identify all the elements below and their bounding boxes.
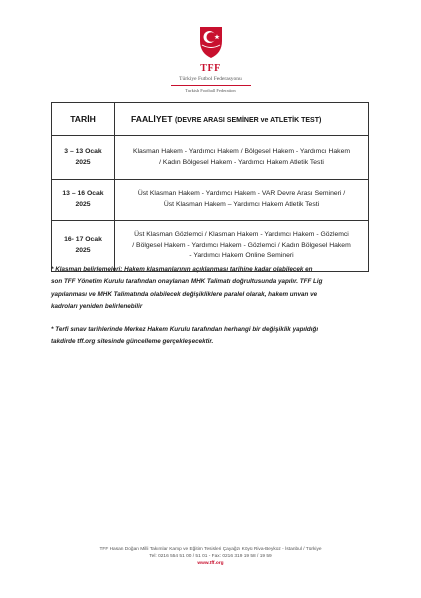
date-year: 2025 [75, 247, 91, 254]
activity-line: / Kadın Bölgesel Hakem - Yardımcı Hakem Atletik Testi [159, 158, 324, 166]
note-line: takdirde tff.org sitesinde güncelleme gerçekleşecektir. [51, 338, 214, 346]
footer-website: www.tff.org [197, 561, 224, 567]
tff-crescent-star-emblem-icon [196, 24, 226, 60]
schedule-table [51, 102, 369, 272]
date-year: 2025 [75, 201, 91, 208]
activity-line: Üst Klasman Hakem – Yardımcı Hakem Atletik Testi [163, 201, 320, 208]
footer-phones: Tel: 0216 554 51 00 / 51 01 - Fax: 0216 319 19 58 / 19 59 [149, 554, 272, 560]
activity-line: - Yardımcı Hakem Online Semineri [189, 252, 294, 260]
activity-cell [115, 180, 369, 221]
activity-line: Üst Klasman Hakem - Yardımcı Hakem - VAR Devre Arası Semineri / [137, 190, 346, 198]
classification-note [51, 264, 369, 313]
column-header-activity [115, 103, 369, 136]
activity-line: Üst Klasman Gözlemci / Klasman Hakem - Yardımcı Hakem - Gözlemci [134, 230, 349, 238]
date-cell [52, 136, 115, 180]
org-name-english: Turkish Football Federation [185, 88, 236, 93]
activity-line: / Bölgesel Hakem - Yardımcı Hakem - Gözlemci / Kadın Bölgesel Hakem [132, 241, 351, 249]
table-row [52, 180, 369, 221]
note-line: yapılanması ve MHK Talimatında olabilecek değişikliklere paralel olarak, hakem unvan ve [51, 290, 318, 298]
page-footer [0, 546, 421, 568]
note-line: * Terfi sınav tarihlerinde Merkez Hakem Kurulu tarafından herhangi bir değişiklik yapıldığı [51, 326, 319, 333]
date-range: 3 – 13 Ocak [64, 147, 102, 155]
org-name: Türkiye Futbol Federasyonu [179, 76, 242, 82]
date-year: 2025 [75, 158, 91, 166]
note-line: kadroları yeniden belirlenebilir [51, 302, 143, 310]
header-divider [171, 85, 251, 86]
table-row [52, 136, 369, 180]
column-header-activity-subtitle: (DEVRE ARASI SEMİNER ve ATLETİK TEST) [174, 117, 322, 124]
column-header-activity-title: FAALİYET [131, 114, 173, 124]
note-line: * Klasman belirlemeleri; Hakem klasmanlarının açıklanması tarihine kadar olabilecek en [51, 266, 313, 273]
promotion-exam-note [51, 324, 369, 349]
activity-line: Klasman Hakem - Yardımcı Hakem / Bölgesel Hakem - Yardımcı Hakem [132, 147, 351, 155]
org-abbreviation: TFF [200, 63, 221, 74]
footer-address: TFF Hasan Doğan Milli Takımlar Kamp ve Eğitim Tesisleri Çayağzı Köyü Riva-Beykoz - İstanbul / Türkiye [99, 547, 322, 552]
date-range: 16- 17 Ocak [64, 236, 102, 244]
letterhead [0, 24, 421, 93]
column-header-date: TARİH [52, 103, 115, 136]
date-cell [52, 180, 115, 221]
date-range: 13 – 16 Ocak [62, 190, 104, 198]
note-line: son TFF Yönetim Kurulu tarafından onaylanan MHK Talimatı doğrultusunda yapılır. TFF Lig [51, 278, 323, 286]
table-header-row [52, 103, 369, 136]
activity-cell [115, 136, 369, 180]
